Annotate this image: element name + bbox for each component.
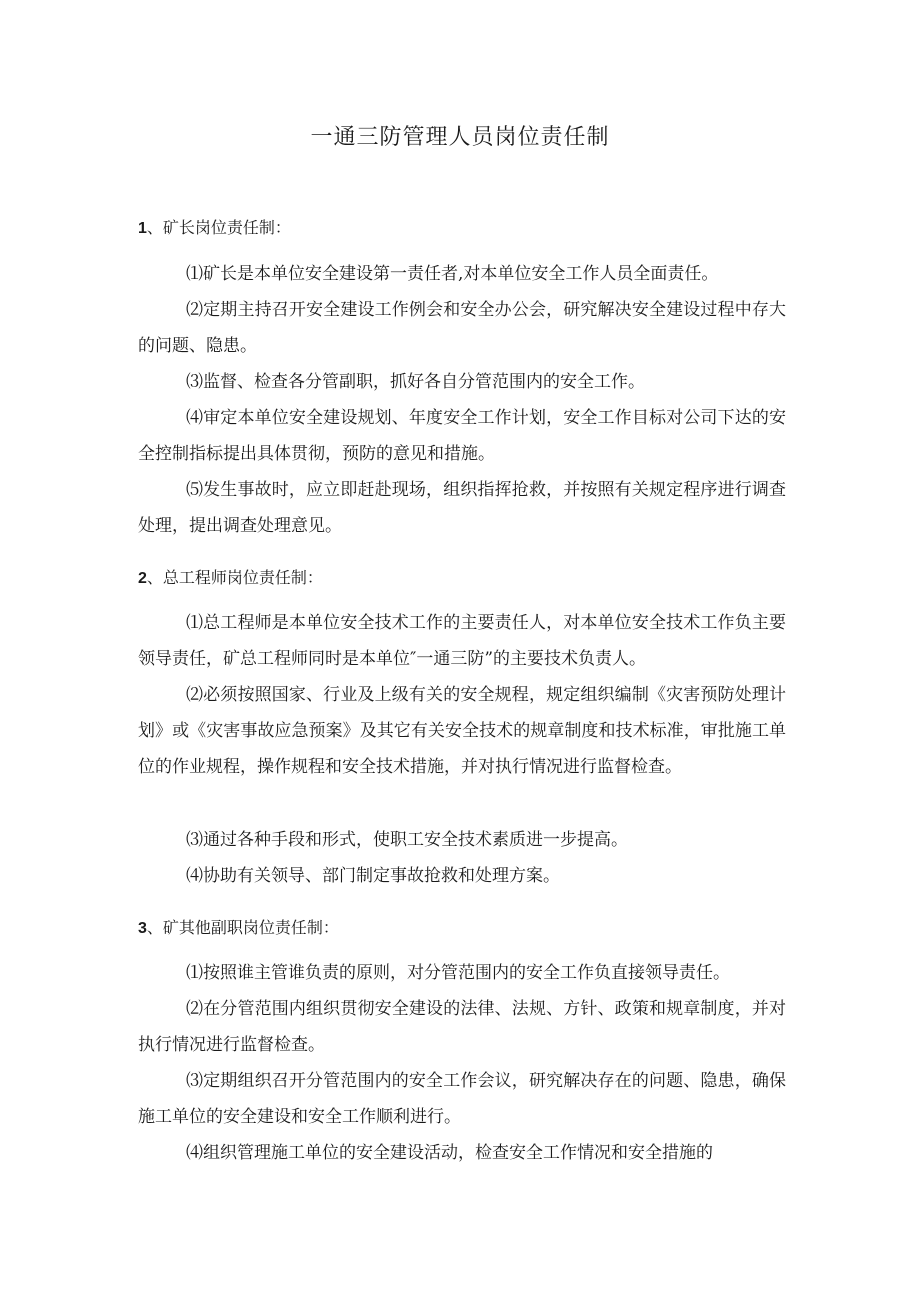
section-number: 3 (138, 920, 147, 937)
section-number: 1 (138, 220, 147, 237)
section-heading-text: 、总工程师岗位责任制： (146, 568, 323, 587)
paragraph-2-3: ⑶通过各种手段和形式，使职工安全技术素质进一步提高。 (186, 830, 628, 850)
section-heading-3 (138, 915, 339, 942)
section-heading-2 (138, 565, 323, 592)
paragraph-2-1: ⑴总工程师是本单位安全技术工作的主要责任人，对本单位安全技术工作负主要领导责任，矿总工程师同时是本单位″一通三防”的主要技术负责人。 (138, 613, 786, 669)
section-heading-1 (138, 215, 291, 242)
paragraph-1-4: ⑷审定本单位安全建设规划、年度安全工作计划，安全工作目标对公司下达的安全控制指标提出具体贯彻，预防的意见和措施。 (138, 408, 786, 464)
section-heading-text: 、矿其他副职岗位责任制： (146, 918, 339, 937)
paragraph-1-3: ⑶监督、检查各分管副职，抓好各自分管范围内的安全工作。 (186, 372, 645, 392)
paragraph-3-1: ⑴按照谁主管谁负责的原则，对分管范围内的安全工作负直接领导责任。 (186, 963, 730, 983)
paragraph-1-5: ⑸发生事故时，应立即赶赴现场，组织指挥抢救，并按照有关规定程序进行调查处理，提出调查处理意见。 (138, 480, 786, 536)
paragraph-3-3: ⑶定期组织召开分管范围内的安全工作会议，研究解决存在的问题、隐患，确保施工单位的安全建设和安全工作顺利进行。 (138, 1071, 786, 1127)
paragraph-1-2: ⑵定期主持召开安全建设工作例会和安全办公会，研究解决安全建设过程中存大的问题、隐患。 (138, 300, 786, 356)
paragraph-1-1: ⑴矿长是本单位安全建设第一责任者,对本单位安全工作人员全面责任。 (186, 264, 719, 284)
paragraph-3-2: ⑵在分管范围内组织贯彻安全建设的法律、法规、方针、政策和规章制度，并对执行情况进行监督检查。 (138, 999, 786, 1055)
paragraph-2-4: ⑷协助有关领导、部门制定事故抢救和处理方案。 (186, 866, 560, 886)
paragraph-2-2: ⑵必须按照国家、行业及上级有关的安全规程，规定组织编制《灾害预防处理计划》或《灾害事故应急预案》及其它有关安全技术的规章制度和技术标准，审批施工单位的作业规程，操作规程和安全技术措施，并对执行情况进行监督检查。 (138, 685, 786, 777)
document-title: 一通三防管理人员岗位责任制 (310, 125, 610, 150)
section-heading-text: 、矿长岗位责任制： (146, 218, 291, 237)
paragraph-3-4: ⑷组织管理施工单位的安全建设活动，检查安全工作情况和安全措施的 (186, 1143, 713, 1163)
section-number: 2 (138, 570, 147, 587)
